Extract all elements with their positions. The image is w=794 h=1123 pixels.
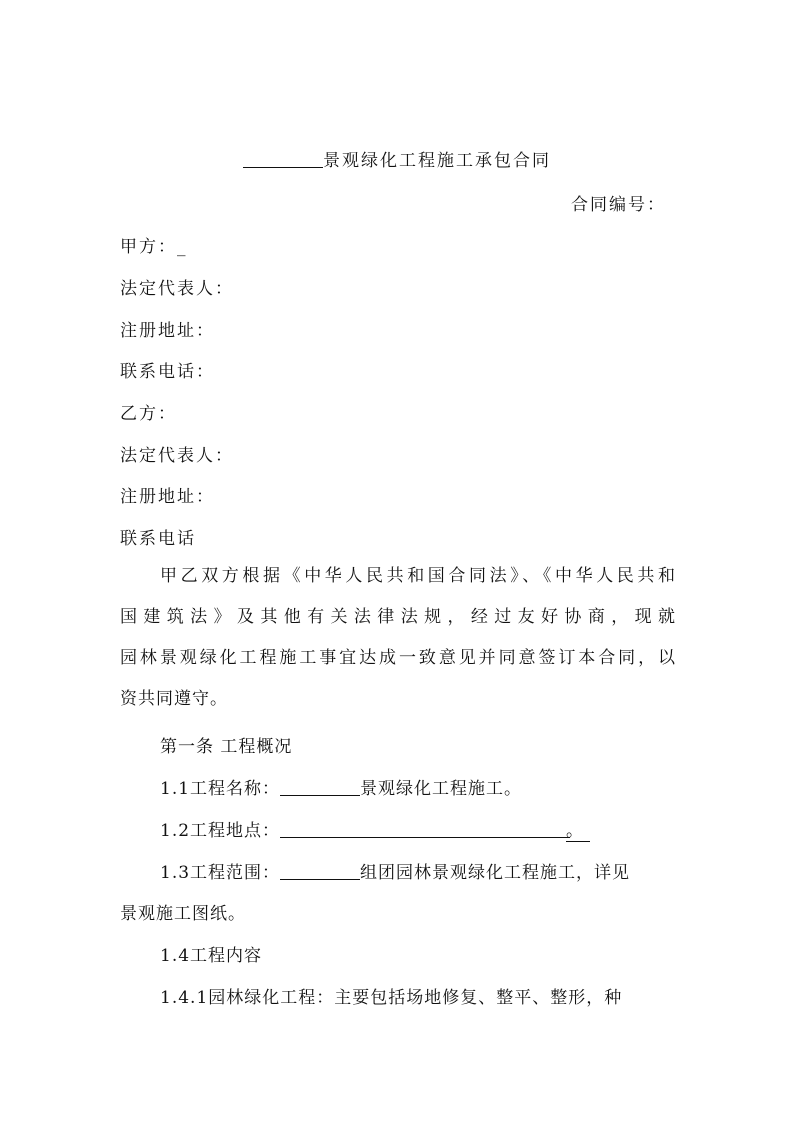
party-a-phone-label: 联系电话： — [120, 362, 215, 382]
item-1-3-suffix: 组团园林景观绿化工程施工，详见 — [360, 863, 631, 883]
item-1-2-suffix: 。 — [566, 821, 590, 842]
item-1-1-suffix: 景观绿化工程施工。 — [360, 779, 523, 799]
preamble-line-3: 园林景观绿化工程施工事宜达成一致意见并同意签订本合同，以 — [120, 648, 676, 668]
item-1-1-blank — [280, 779, 360, 796]
item-1-3-blank — [280, 863, 360, 880]
preamble-paragraph — [120, 556, 676, 720]
party-a-address-label: 注册地址： — [120, 321, 215, 341]
item-1-3 — [160, 858, 630, 883]
article-1-heading: 第一条 工程概况 — [160, 737, 293, 757]
party-b-rep-label: 法定代表人： — [120, 446, 234, 466]
item-1-4-1: 1.4.1园林绿化工程：主要包括场地修复、整平、整形，种 — [160, 988, 623, 1008]
title-blank — [243, 151, 323, 168]
party-b-label: 乙方： — [120, 404, 177, 424]
contract-number-label: 合同编号： — [571, 195, 666, 215]
item-1-3-continuation: 景观施工图纸。 — [120, 904, 246, 924]
item-1-1-label: 1.1工程名称： — [160, 779, 281, 799]
party-a-rep-label: 法定代表人： — [120, 279, 234, 299]
item-1-4: 1.4工程内容 — [160, 946, 263, 966]
title-text: 景观绿化工程施工承包合同 — [323, 151, 551, 171]
party-b-address-label: 注册地址： — [120, 487, 215, 507]
item-1-2-blank — [280, 821, 570, 838]
preamble-line-2: 国建筑法》及其他有关法律法规，经过友好协商，现就 — [120, 607, 676, 627]
party-a-label: 甲方：_ — [120, 237, 188, 257]
contract-title — [0, 146, 794, 171]
item-1-2 — [160, 816, 590, 841]
party-b-phone-label: 联系电话 — [120, 529, 196, 549]
preamble-line-4: 资共同遵守。 — [120, 689, 228, 709]
preamble-line-1: 甲乙双方根据《中华人民共和国合同法》、《中华人民共和 — [160, 566, 676, 586]
item-1-3-label: 1.3工程范围： — [160, 863, 281, 883]
item-1-2-label: 1.2工程地点： — [160, 821, 281, 841]
item-1-1 — [160, 774, 522, 799]
